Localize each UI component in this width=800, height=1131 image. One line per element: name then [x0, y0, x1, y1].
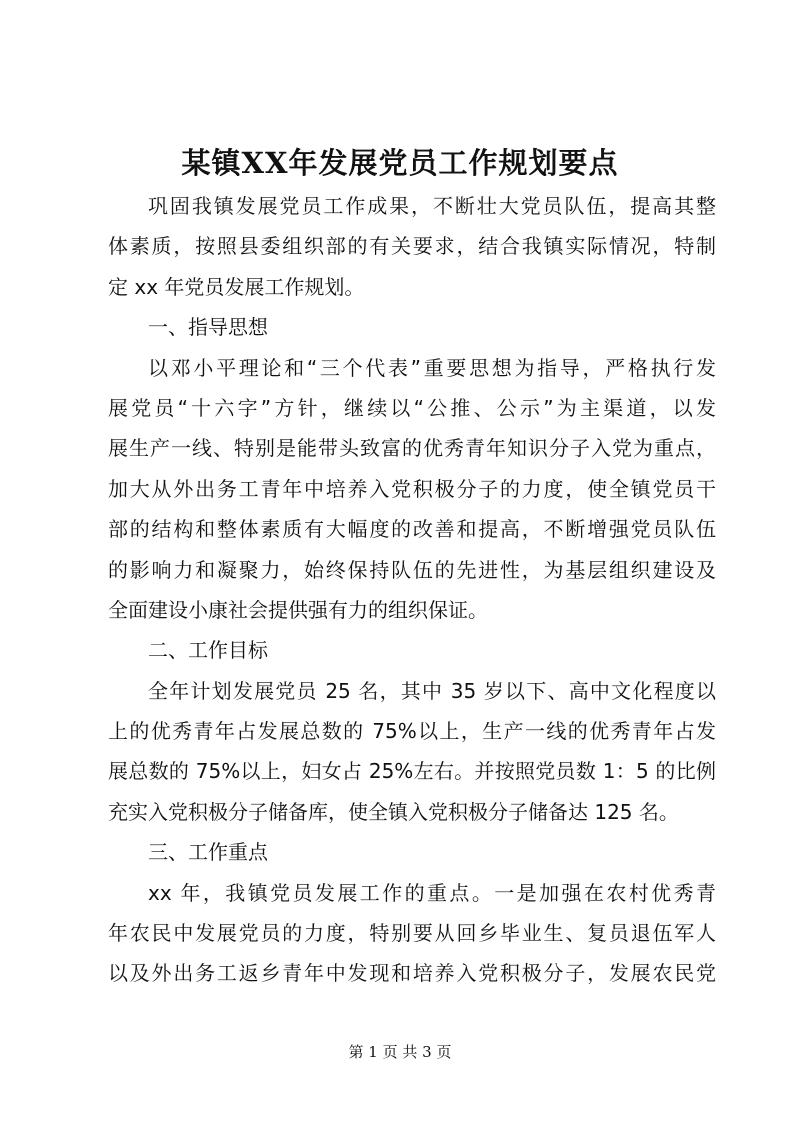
paragraph-line: 加大从外出务工青年中培养入党积极分子的力度，使全镇党员干: [108, 476, 716, 501]
paragraph-line: 以及外出务工返乡青年中发现和培养入党积极分子，发展农民党: [108, 961, 716, 986]
work-goals-paragraph: [108, 671, 716, 833]
paragraph-line: 年农民中发展党员的力度，特别要从回乡毕业生、复员退伍军人: [108, 921, 716, 946]
section-heading-work-focus: 三、工作重点: [148, 840, 268, 865]
paragraph-line: 充实入党积极分子储备库，使全镇入党积极分子储备达 125 名。: [108, 799, 679, 824]
paragraph-line: 体素质，按照县委组织部的有关要求，结合我镇实际情况，特制: [108, 234, 716, 259]
paragraph-line: 展总数的 75%以上，妇女占 25%左右。并按照党员数 1：5 的比例: [108, 759, 716, 784]
guiding-ideology-paragraph: [108, 348, 716, 631]
paragraph-line: 展党员“十六字”方针，继续以“公推、公示”为主渠道，以发: [108, 395, 716, 420]
paragraph-line: 展生产一线、特别是能带头致富的优秀青年知识分子入党为重点，: [108, 436, 716, 461]
paragraph-line: xx 年，我镇党员发展工作的重点。一是加强在农村优秀青: [148, 880, 716, 905]
paragraph-line: 的影响力和凝聚力，始终保持队伍的先进性，为基层组织建设及: [108, 557, 716, 582]
work-focus-paragraph: [108, 873, 716, 994]
section-heading-work-goals: 二、工作目标: [148, 638, 268, 663]
page-footer: 第 1 页 共 3 页: [348, 1043, 452, 1061]
paragraph-line: 定 xx 年党员发展工作规划。: [108, 274, 365, 299]
intro-paragraph: [108, 186, 716, 307]
document-body: [108, 186, 716, 994]
paragraph-line: 部的结构和整体素质有大幅度的改善和提高，不断增强党员队伍: [108, 517, 716, 542]
document-title: 某镇XX年发展党员工作规划要点: [181, 146, 619, 180]
paragraph-line: 全面建设小康社会提供强有力的组织保证。: [108, 597, 488, 622]
paragraph-line: 全年计划发展党员 25 名，其中 35 岁以下、高中文化程度以: [148, 678, 716, 703]
section-heading-guiding-ideology: 一、指导思想: [148, 315, 268, 340]
paragraph-line: 以邓小平理论和“三个代表”重要思想为指导，严格执行发: [148, 355, 716, 380]
paragraph-line: 巩固我镇发展党员工作成果，不断壮大党员队伍，提高其整: [148, 194, 716, 218]
paragraph-line: 上的优秀青年占发展总数的 75%以上，生产一线的优秀青年占发: [108, 719, 716, 744]
